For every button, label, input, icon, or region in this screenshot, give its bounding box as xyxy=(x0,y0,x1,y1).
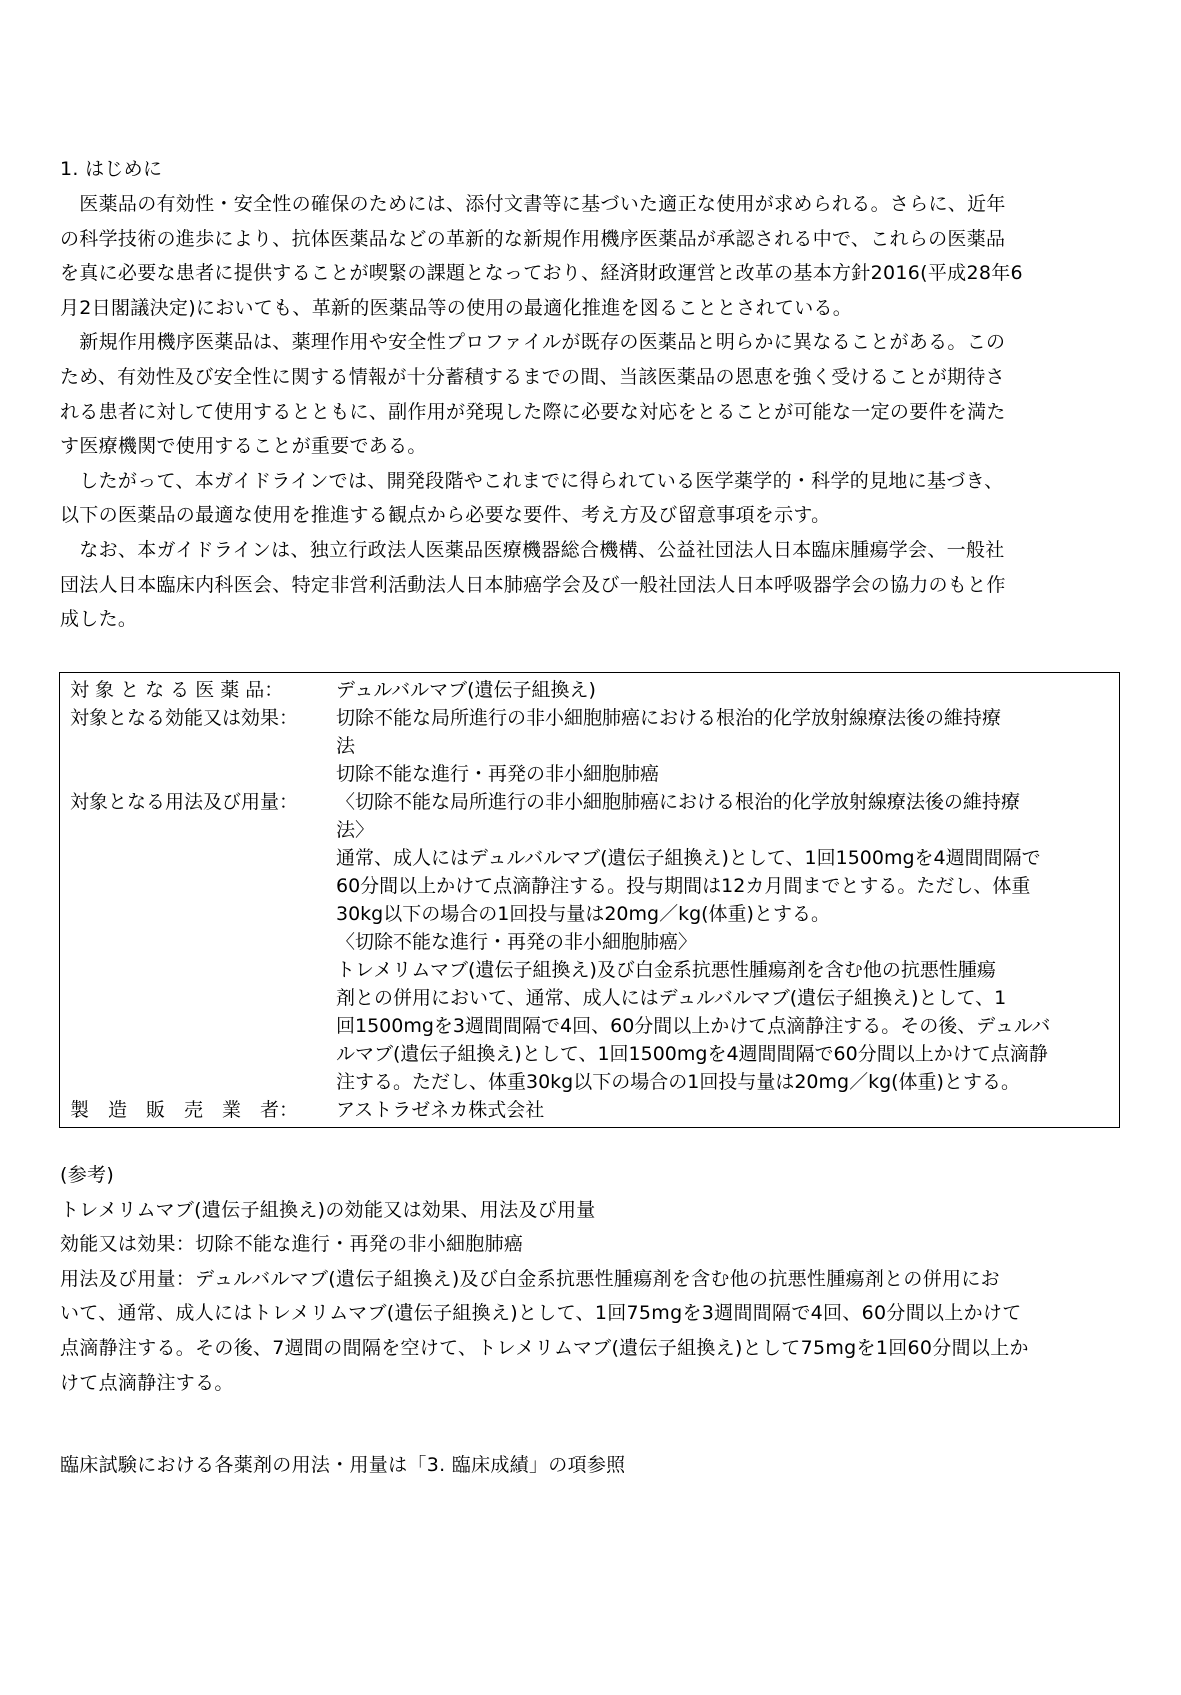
paragraph-line: 成した。 xyxy=(60,608,138,631)
paragraph-line: 医薬品の有効性・安全性の確保のためには、添付文書等に基づいた適正な使用が求められる。さらに、近年 xyxy=(60,193,1006,215)
row-value-line: デュルバルマブ(遺伝子組換え) xyxy=(336,679,596,701)
reference-line: トレメリムマブ(遺伝子組換え)の効能又は効果、用法及び用量 xyxy=(60,1198,596,1221)
clinical-note: 臨床試験における各薬剤の用法・用量は「3. 臨床成績」の項参照 xyxy=(60,1454,626,1476)
row-value-line: 剤との併用において、通常、成人にはデュルバルマブ(遺伝子組換え)として、1 xyxy=(336,987,1007,1009)
row-value-line: 通常、成人にはデュルバルマブ(遺伝子組換え)として、1回1500mgを4週間間隔で xyxy=(336,847,1041,869)
reference-line: 用法及び用量：デュルバルマブ(遺伝子組換え)及び白金系抗悪性腫瘍剤を含む他の抗悪性腫瘍剤との併用にお xyxy=(60,1267,1000,1290)
row-value-line: 注する。ただし、体重30kg以下の場合の1回投与量は20mg／kg(体重)とする。 xyxy=(336,1071,1020,1093)
row-value-line: 法〉 xyxy=(336,819,375,841)
row-value-line: ルマブ(遺伝子組換え)として、1回1500mgを4週間間隔で60分間以上かけて点滴静 xyxy=(336,1043,1048,1065)
paragraph-line: れる患者に対して使用するとともに、副作用が発現した際に必要な対応をとることが可能な一定の要件を満た xyxy=(60,400,1006,423)
paragraph-line: 団法人日本臨床内科医会、特定非営利活動法人日本肺癌学会及び一般社団法人日本呼吸器学会の協力のもと作 xyxy=(60,573,1006,596)
row-value-line: 〈切除不能な進行・再発の非小細胞肺癌〉 xyxy=(336,931,698,953)
reference-line: 効能又は効果：切除不能な進行・再発の非小細胞肺癌 xyxy=(60,1233,524,1256)
row-label: 対 象 と な る 医 薬 品： xyxy=(70,679,284,701)
row-value-line: トレメリムマブ(遺伝子組換え)及び白金系抗悪性腫瘍剤を含む他の抗悪性腫瘍 xyxy=(336,959,996,981)
row-value-line: 法 xyxy=(336,735,356,757)
row-label: 対象となる効能又は効果： xyxy=(70,707,299,729)
row-value-line: 30kg以下の場合の1回投与量は20mg／kg(体重)とする。 xyxy=(336,903,830,925)
paragraph-line: 月2日閣議決定)においても、革新的医薬品等の使用の最適化推進を図ることとされている。 xyxy=(60,296,853,319)
paragraph-line: 新規作用機序医薬品は、薬理作用や安全性プロファイルが既存の医薬品と明らかに異なることがある。この xyxy=(60,331,1006,354)
drug-info-box xyxy=(59,672,1120,1128)
section-heading: 1. はじめに xyxy=(60,158,163,180)
reference-line: けて点滴静注する。 xyxy=(60,1371,234,1394)
paragraph-line: したがって、本ガイドラインでは、開発段階やこれまでに得られている医学薬学的・科学的見地に基づき、 xyxy=(60,469,1004,492)
row-label: 製 造 販 売 業 者： xyxy=(70,1099,299,1121)
row-label: 対象となる用法及び用量： xyxy=(70,791,299,813)
paragraph-line: の科学技術の進歩により、抗体医薬品などの革新的な新規作用機序医薬品が承認される中で、これらの医薬品 xyxy=(60,227,1006,250)
paragraph-line: 以下の医薬品の最適な使用を推進する観点から必要な要件、考え方及び留意事項を示す。 xyxy=(60,504,831,527)
row-value-line: 〈切除不能な局所進行の非小細胞肺癌における根治的化学放射線療法後の維持療 xyxy=(336,791,1021,813)
row-value-line: アストラゼネカ株式会社 xyxy=(336,1099,545,1121)
row-value-line: 切除不能な進行・再発の非小細胞肺癌 xyxy=(336,763,660,785)
reference-line: 点滴静注する。その後、7週間の間隔を空けて、トレメリムマブ(遺伝子組換え)として75mgを1回60分間以上か xyxy=(60,1337,1029,1359)
paragraph-line: なお、本ガイドラインは、独立行政法人医薬品医療機器総合機構、公益社団法人日本臨床腫瘍学会、一般社 xyxy=(60,539,1005,561)
row-value-line: 回1500mgを3週間間隔で4回、60分間以上かけて点滴静注する。その後、デュルバ xyxy=(336,1015,1051,1037)
reference-line: (参考) xyxy=(60,1164,115,1186)
reference-line: いて、通常、成人にはトレメリムマブ(遺伝子組換え)として、1回75mgを3週間間隔で4回、60分間以上かけて xyxy=(60,1302,1022,1325)
paragraph-line: ため、有効性及び安全性に関する情報が十分蓄積するまでの間、当該医薬品の恩恵を強く受けることが期待さ xyxy=(60,366,1005,388)
paragraph-line: す医療機関で使用することが重要である。 xyxy=(60,435,427,458)
row-value-line: 60分間以上かけて点滴静注する。投与期間は12カ月間までとする。ただし、体重 xyxy=(336,875,1031,897)
row-value-line: 切除不能な局所進行の非小細胞肺癌における根治的化学放射線療法後の維持療 xyxy=(336,707,1002,729)
paragraph-line: を真に必要な患者に提供することが喫緊の課題となっており、経済財政運営と改革の基本方針2016(平成28年6 xyxy=(60,262,1023,285)
